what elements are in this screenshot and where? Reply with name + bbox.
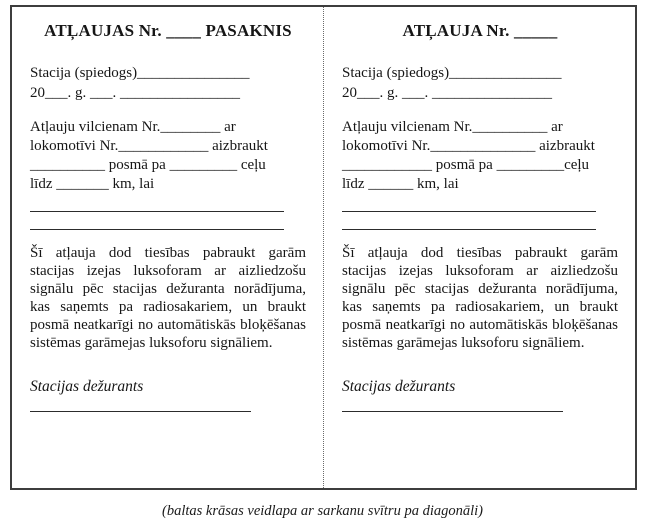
blank-fill-line <box>342 229 596 230</box>
station-officer-label: Stacijas dežurants <box>30 378 144 395</box>
date-line: 20___. g. ___. ________________ <box>30 85 240 101</box>
permit-section-line: __________ posmā pa _________ ceļu <box>30 157 266 173</box>
blank-fill-line <box>30 211 284 212</box>
permit-station-group <box>342 63 618 103</box>
permit-train-line: Atļauju vilcienam Nr.__________ ar <box>342 119 563 135</box>
date-line: 20___. g. ___. ________________ <box>342 85 552 101</box>
blank-fill-line <box>30 229 284 230</box>
permit-title: ATĻAUJA Nr. _____ <box>402 21 558 40</box>
station-stamp-line: Stacija (spiedogs)_______________ <box>30 65 250 81</box>
station-officer-label: Stacijas dežurants <box>342 378 456 395</box>
permit-permit-group <box>342 118 618 194</box>
permit-train-line: Atļauju vilcienam Nr.________ ar <box>30 119 236 135</box>
permit-main-section <box>324 7 635 488</box>
permit-terms-paragraph: Šī atļauja dod tiesības pabraukt garām stacijas izejas luksoforam ar aizliedzošu signālu pēc stacijas dežuranta norādījuma, kas saņemts pa radiosakariem, un braukt posmā neatkarīgi no automātiskās bloķēšanas sistēmas garāmejas luksoforu signāliem. <box>30 245 306 351</box>
permit-terms-paragraph: Šī atļauja dod tiesības pabraukt garām stacijas izejas luksoforam ar aizliedzošu signālu pēc stacijas dežuranta norādījuma, kas saņemts pa radiosakariem, un braukt posmā neatkarīgi no automātiskās bloķēšanas sistēmas garāmejas luksoforu signāliem. <box>342 245 618 351</box>
permit-counterfoil-section <box>12 7 324 488</box>
counterfoil-permit-group <box>30 118 306 194</box>
permit-locomotive-line: lokomotīvi Nr.____________ aizbraukt <box>30 138 268 154</box>
blank-fill-line <box>342 211 596 212</box>
signature-line <box>342 411 563 412</box>
permit-km-line: līdz _______ km, lai <box>30 176 155 192</box>
station-stamp-line: Stacija (spiedogs)_______________ <box>342 65 562 81</box>
form-description-caption: (baltas krāsas veidlapa ar sarkanu svītru pa diagonāli) <box>161 503 483 519</box>
signature-line <box>30 411 251 412</box>
counterfoil-station-group <box>30 63 306 103</box>
counterfoil-title: ATĻAUJAS Nr. ____ PASAKNIS <box>44 21 292 40</box>
permit-km-line: līdz ______ km, lai <box>342 176 459 192</box>
permit-locomotive-line: lokomotīvi Nr.______________ aizbraukt <box>342 138 595 154</box>
permit-form-box <box>10 5 637 490</box>
permit-section-line: ____________ posmā pa _________ceļu <box>342 157 590 173</box>
